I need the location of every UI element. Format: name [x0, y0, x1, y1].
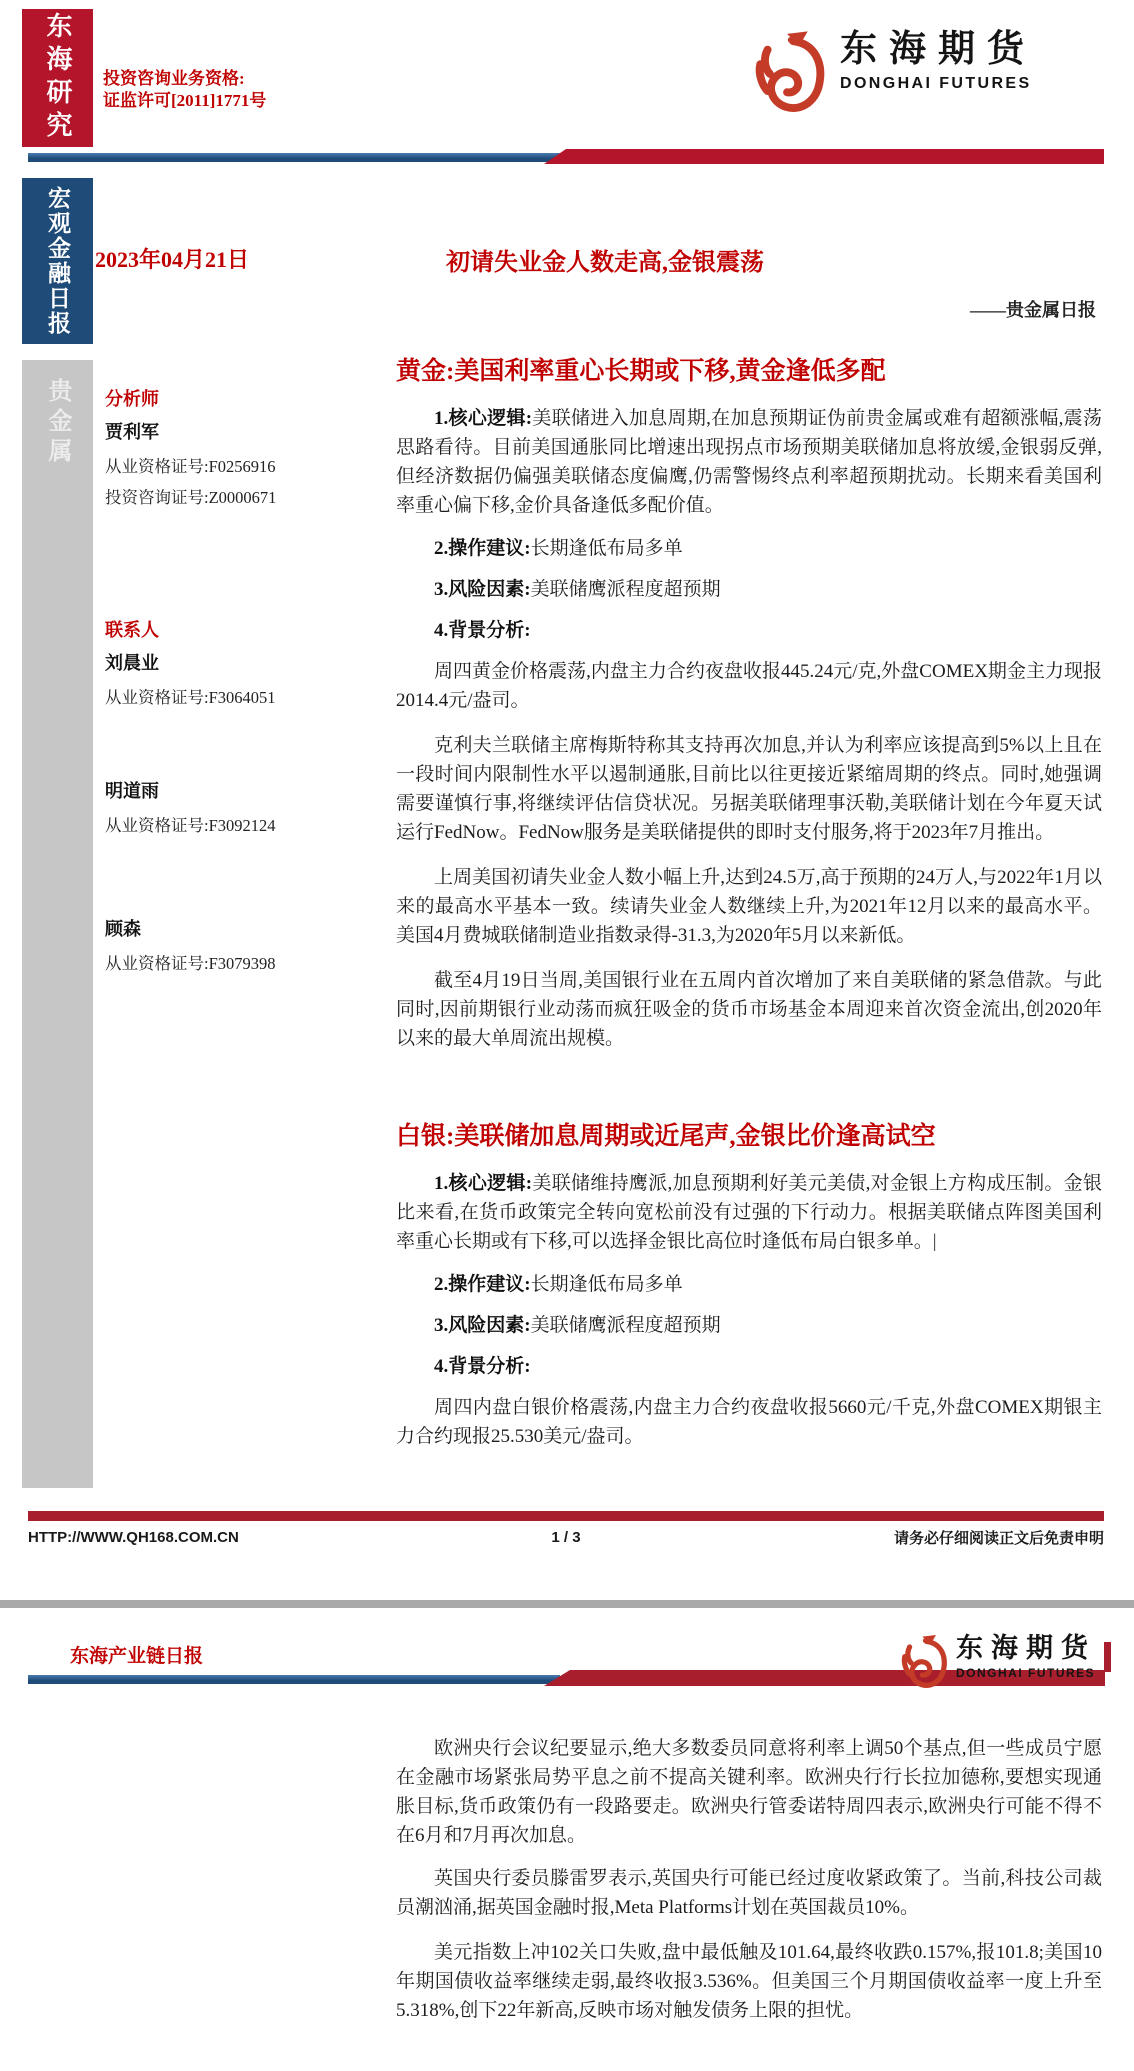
silver-background-label-paragraph [396, 1352, 1102, 1381]
analyst-name: 贾利军 [105, 422, 159, 442]
text-cursor: | [932, 1231, 937, 1252]
footer-divider [28, 1511, 1104, 1521]
gold-advice-label: 2.操作建议: [434, 538, 531, 559]
gold-logic-text: 美联储进入加息周期,在加息预期证伪前贵金属或难有超额涨幅,震荡思路看待。目前美国通胀同比增速出现拐点市场预期美联储加息将放缓,金银弱反弹,但经济数据仍偏强美联储态度偏鹰,仍需警惕终点利率超预期扰动。长期来看美国利率重心偏下移,金价具备逢低多配价值。 [396, 408, 1102, 516]
logo-text [840, 30, 1036, 93]
gold-advice-text: 长期逢低布局多单 [530, 538, 683, 559]
contact-cert-3: 从业资格证号:F3079398 [105, 954, 276, 973]
silver-section-heading: 白银:美联储加息周期或近尾声,金银比价逢高试空 [396, 1123, 936, 1150]
gold-risk-text: 美联储鹰派程度超预期 [530, 579, 721, 600]
page2-paragraph-1: 欧洲央行会议纪要显示,绝大多数委员同意将利率上调50个基点,但一些成员宁愿在金融市场紧张局势平息之前不提高关键利率。欧洲央行行长拉加德称,要想实现通胀目标,货币政策仍有一段路要走。欧洲央行管委诺特周四表示,欧洲央行可能不得不在6月和7月再次加息。 [396, 1738, 1102, 1846]
silver-logic-paragraph [396, 1169, 1102, 1256]
gold-background-paragraph-4: 截至4月19日当周,美国银行业在五周内首次增加了来自美联储的紧急借款。与此同时,因前期银行业动荡而疯狂吸金的货币市场基金本周迎来首次资金流出,创2020年以来的最大单周流出规模。 [396, 970, 1102, 1049]
donghai-logo [753, 30, 1036, 123]
metal-box-label: 贵金属 [44, 378, 70, 468]
license-line1: 投资咨询业务资格: [103, 69, 245, 88]
page2-logo-text [956, 1634, 1096, 1680]
gold-logic-paragraph [396, 404, 1102, 520]
page2-divider-blue [28, 1675, 560, 1684]
analyst-section-label: 分析师 [105, 389, 159, 409]
dragon-icon [753, 30, 826, 123]
footer-disclaimer: 请务必仔细阅读正文后免责申明 [893, 1530, 1104, 1547]
contact-cert-2: 从业资格证号:F3092124 [105, 816, 276, 835]
gold-background-paragraph-3: 上周美国初请失业金人数小幅上升,达到24.5万,高于预期的24万人,与2022年1月以来的最高水平基本一致。续请失业金人数继续上升,为2021年12月以来的最高水平。美国4月费城联储制造业指数录得-31.3,为2020年5月以来新低。 [396, 867, 1102, 946]
top-divider-blue [28, 153, 560, 162]
report-subtitle: ——贵金属日报 [970, 300, 1096, 320]
gold-background-label: 4.背景分析: [434, 620, 531, 641]
page2-paragraph-2: 英国央行委员滕雷罗表示,英国央行可能已经过度收紧政策了。当前,科技公司裁员潮汹涌,据英国金融时报,Meta Platforms计划在英国裁员10%。 [396, 1868, 1102, 1918]
logo-seal-mark [1104, 1642, 1111, 1672]
page2-donghai-logo [900, 1634, 1111, 1697]
page-divider [0, 1600, 1134, 1608]
page2-paragraph-3: 美元指数上冲102关口失败,盘中最低触及101.64,最终收跌0.157%,报101.8;美国10年期国债收益率继续走弱,最终收报3.536%。但美国三个月期国债收益率一度上升至5.318%,创下22年新高,反映市场对触发债务上限的担忧。 [396, 1942, 1102, 2021]
gold-background-paragraph-2: 克利夫兰联储主席梅斯特称其支持再次加息,并认为利率应该提高到5%以上且在一段时间内限制性水平以遏制通胀,目前比以往更接近紧缩周期的终点。同时,她强调需要谨慎行事,将继续评估信贷状况。另据美联储理事沃勒,美联储计划在今年夏天试运行FedNow。FedNow服务是美联储提供的即时支付服务,将于2023年7月推出。 [396, 735, 1102, 843]
gold-background-paragraph-1: 周四黄金价格震荡,内盘主力合约夜盘收报445.24元/克,外盘COMEX期金主力现报2014.4元/盎司。 [396, 661, 1102, 711]
page2-logo-en-text: DONGHAI FUTURES [956, 1665, 1096, 1680]
silver-advice-text: 长期逢低布局多单 [530, 1274, 683, 1295]
silver-background-label: 4.背景分析: [434, 1356, 531, 1377]
contact-name-3: 顾森 [105, 919, 141, 939]
silver-advice-label: 2.操作建议: [434, 1274, 531, 1295]
gold-advice-paragraph [396, 534, 1102, 563]
page2-content [396, 1718, 1102, 2025]
brand-box-label: 东海研究 [43, 12, 72, 144]
analyst-cert-2: 投资咨询证号:Z0000671 [105, 488, 277, 507]
footer-url[interactable]: HTTP://WWW.QH168.COM.CN [28, 1529, 239, 1546]
footer [28, 1527, 1104, 1548]
gold-risk-paragraph [396, 575, 1102, 604]
gold-risk-label: 3.风险因素: [434, 579, 531, 600]
brand-box [22, 9, 93, 147]
report-date: 2023年04月21日 [95, 247, 250, 272]
page2-dragon-icon [900, 1634, 948, 1697]
analyst-cert-1: 从业资格证号:F0256916 [105, 457, 276, 476]
issue-box [22, 178, 93, 344]
contact-cert-1: 从业资格证号:F3064051 [105, 688, 276, 707]
logo-cn-text: 东海期货 [840, 29, 1036, 70]
contact-name-1: 刘晨业 [105, 653, 159, 673]
silver-advice-paragraph [396, 1270, 1102, 1299]
page2-logo-cn-text: 东海期货 [956, 1633, 1096, 1663]
silver-risk-text: 美联储鹰派程度超预期 [530, 1315, 721, 1336]
silver-background-paragraph-1: 周四内盘白银价格震荡,内盘主力合约夜盘收报5660元/千克,外盘COMEX期银主力合约现报25.530美元/盎司。 [396, 1397, 1102, 1447]
metal-box [22, 360, 93, 1488]
footer-page-number: 1 / 3 [551, 1529, 581, 1546]
report-title: 初请失业金人数走高,金银震荡 [446, 250, 764, 276]
silver-risk-paragraph [396, 1311, 1102, 1340]
contact-name-2: 明道雨 [105, 781, 159, 801]
page2-header-title: 东海产业链日报 [70, 1646, 204, 1667]
silver-logic-text: 美联储维持鹰派,加息预期利好美元美债,对金银上方构成压制。金银比来看,在货币政策完全转向宽松前没有过强的下行动力。根据美联储点阵图美国利率重心长期或有下移,可以选择金银比高位时逢低布局白银多单。 [396, 1173, 1102, 1252]
contact-section-label: 联系人 [105, 620, 159, 640]
gold-section-heading: 黄金:美国利率重心长期或下移,黄金逢低多配 [396, 358, 886, 385]
issue-box-label: 宏观金融日报 [45, 186, 70, 336]
main-content [396, 356, 1102, 1451]
license-line2: 证监许可[2011]1771号 [103, 91, 267, 110]
silver-risk-label: 3.风险因素: [434, 1315, 531, 1336]
top-divider-red [544, 149, 1104, 164]
gold-logic-label: 1.核心逻辑: [434, 408, 533, 429]
silver-logic-label: 1.核心逻辑: [434, 1173, 533, 1194]
logo-en-text: DONGHAI FUTURES [840, 74, 1032, 92]
license-text [103, 68, 266, 112]
gold-background-label-paragraph [396, 616, 1102, 645]
analyst-sidebar [105, 388, 315, 975]
